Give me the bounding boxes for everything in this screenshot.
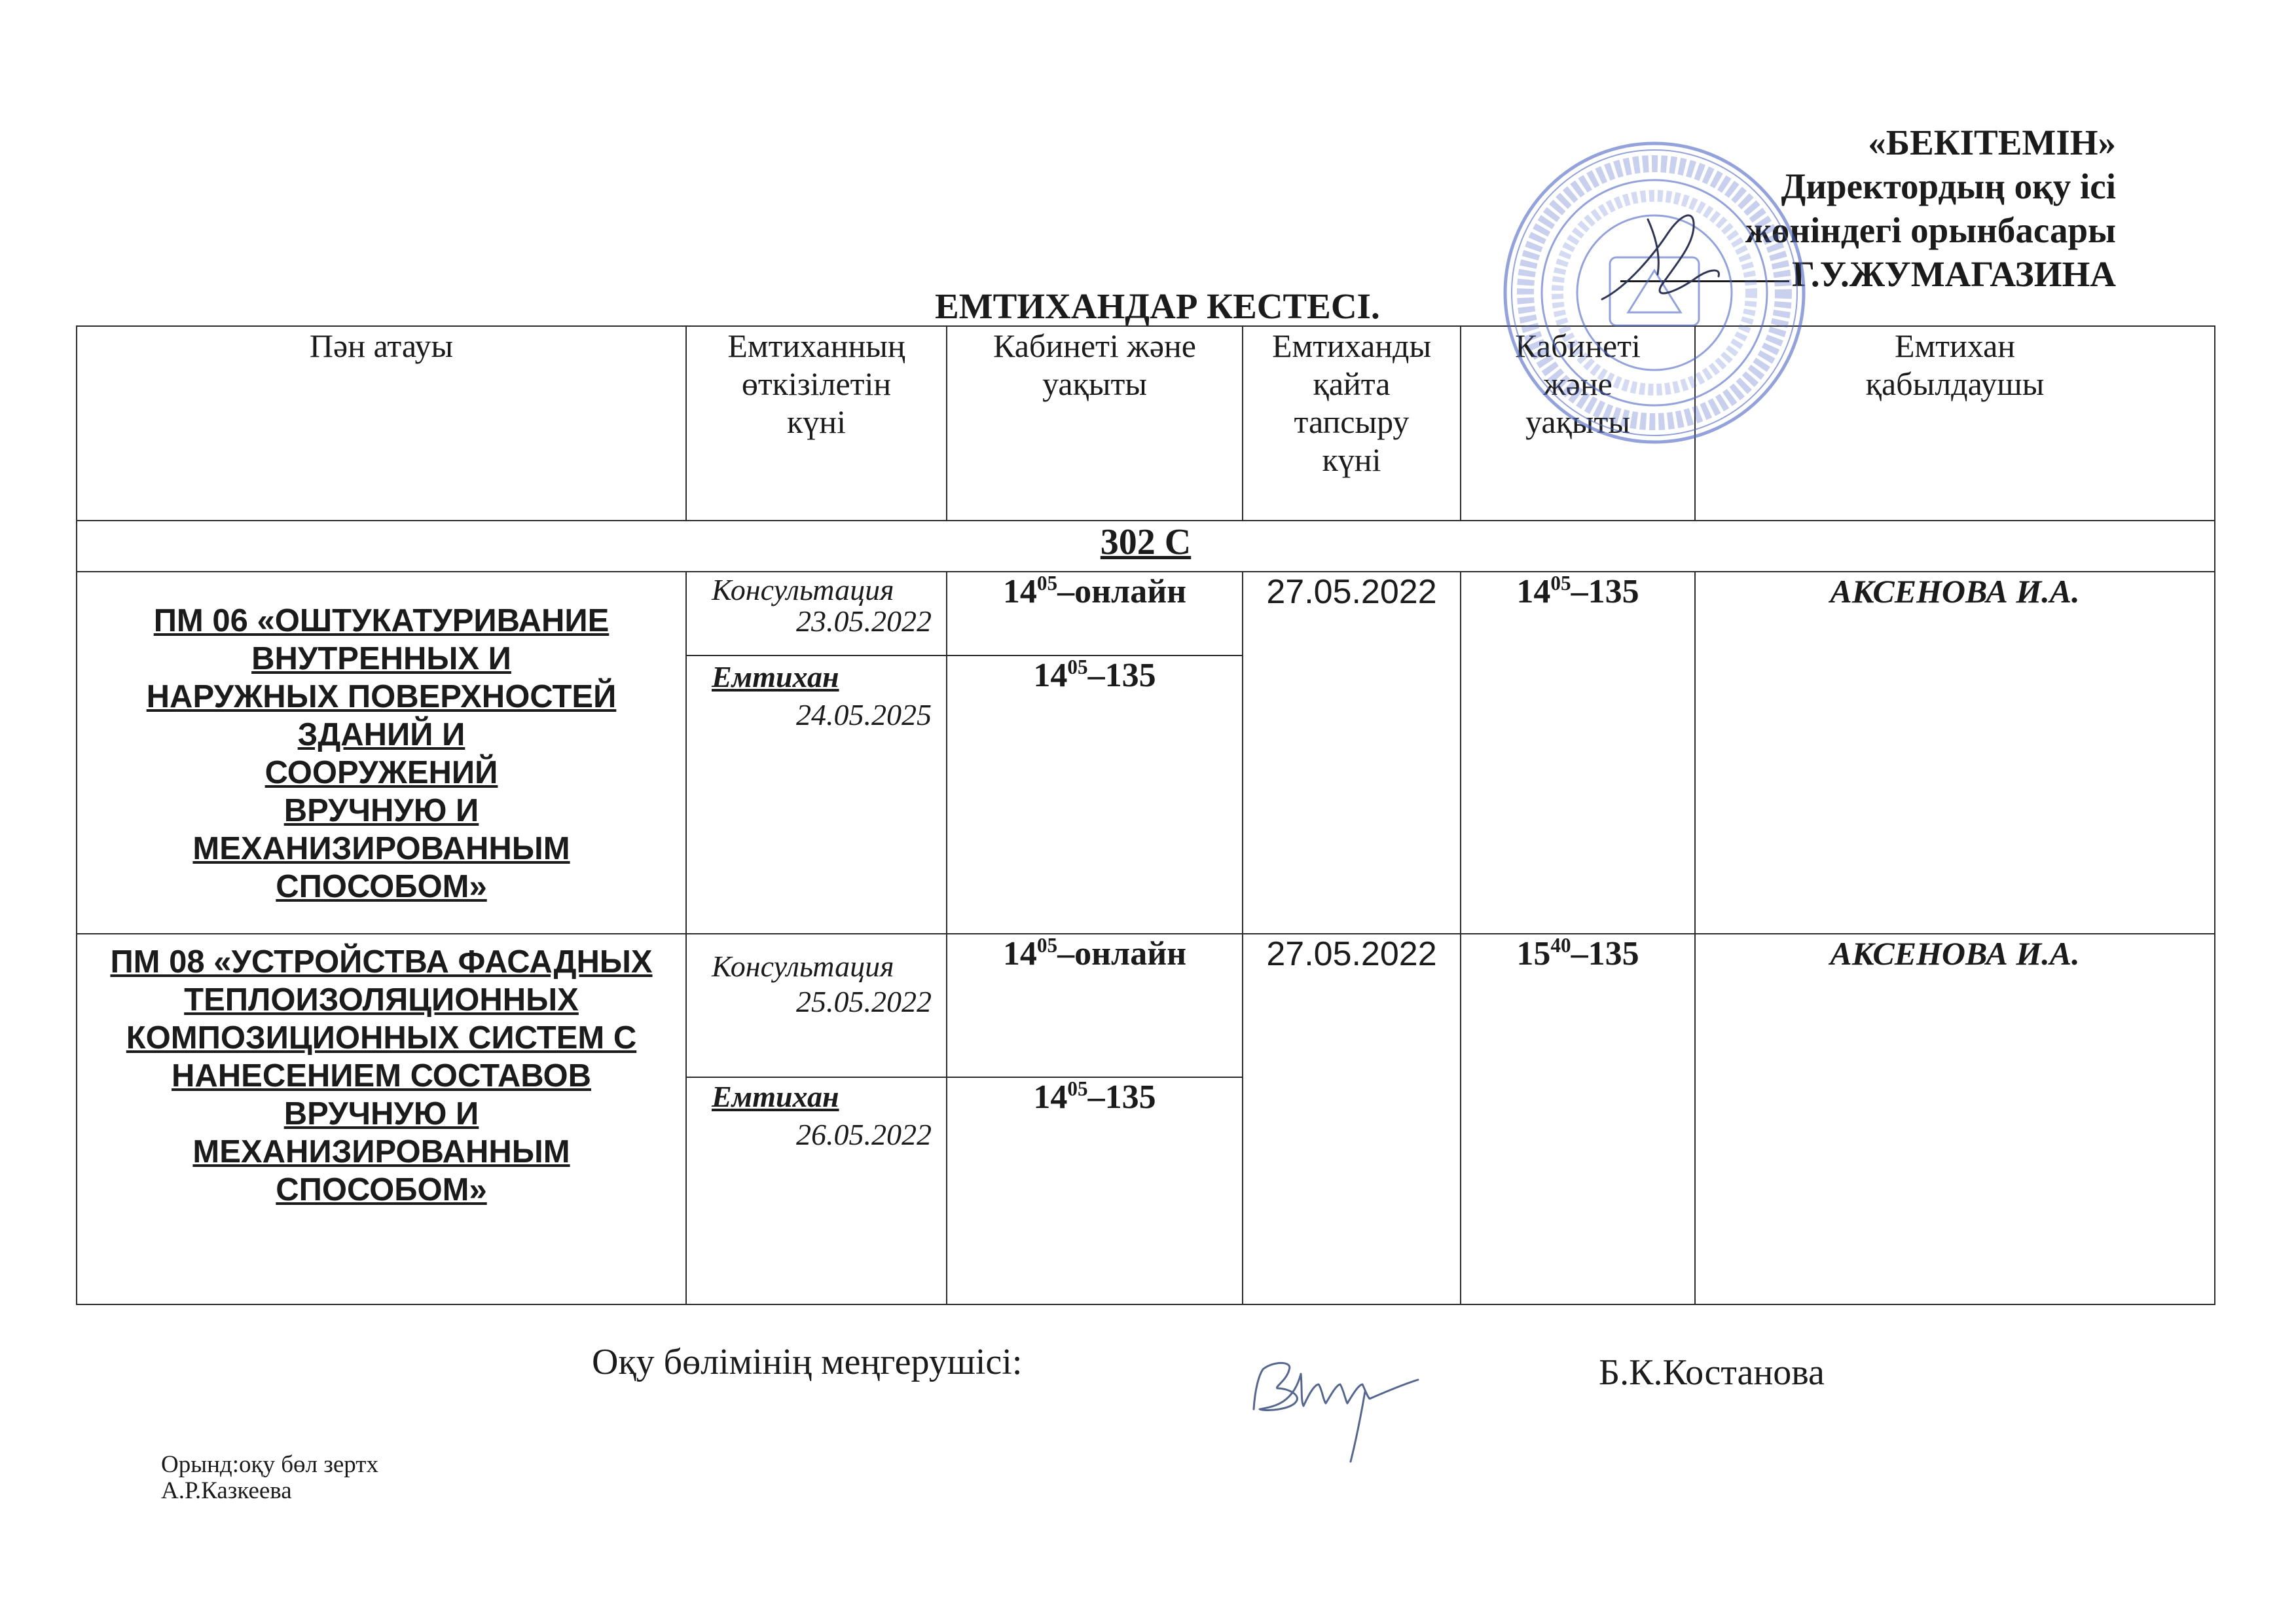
examiner-name: АКСЕНОВА И.А.: [1695, 572, 2215, 934]
time-minutes: 05: [1036, 933, 1058, 957]
retake-date: 27.05.2022: [1243, 934, 1461, 1304]
exam-date: 26.05.2022: [796, 1118, 932, 1151]
header-retake-room-time: Кабинеті және уақыты: [1461, 326, 1695, 521]
exam-cell: [686, 1077, 947, 1304]
time-hour: 14: [1033, 657, 1068, 694]
time-minutes: 05: [1036, 571, 1058, 595]
consultation-time: [947, 572, 1243, 655]
time-hour: 14: [1033, 1079, 1068, 1116]
exam-time: [947, 1077, 1243, 1304]
examiner-name: АКСЕНОВА И.А.: [1695, 934, 2215, 1304]
signature-stroke: [1254, 1363, 1418, 1462]
consultation-date: 25.05.2022: [796, 985, 932, 1018]
table-row: [77, 572, 2215, 655]
time-minutes: 05: [1550, 571, 1571, 595]
group-row: [77, 521, 2215, 572]
time-place: –135: [1571, 935, 1639, 972]
subject-name: ПМ 08 «УСТРОЙСТВА ФАСАДНЫХ ТЕПЛОИЗОЛЯЦИОННЫХ КОМПОЗИЦИОННЫХ СИСТЕМ С НАНЕСЕНИЕМ СОСТАВОВ ВРУЧНУЮ И МЕХАНИЗИРОВАННЫМ СПОСОБОМ»: [77, 934, 686, 1304]
stamp-rings: [1505, 143, 1804, 442]
consultation-label: Консультация: [712, 950, 894, 983]
department-head-title: Оқу бөлімінің меңгерушісі:: [592, 1342, 1023, 1382]
department-head-name: Б.К.Костанова: [1599, 1352, 1825, 1393]
exam-schedule-table: [76, 325, 2215, 1305]
time-minutes: 40: [1550, 933, 1571, 957]
executor-name: А.Р.Казкеева: [161, 1477, 292, 1504]
official-stamp: [1497, 136, 1812, 450]
department-head-signature: [1241, 1349, 1437, 1473]
stamp-inner-lettering-band: [1558, 196, 1751, 390]
header-subject: Пән атауы: [77, 326, 686, 521]
time-hour: 14: [1002, 573, 1037, 610]
consultation-date: 23.05.2022: [796, 604, 932, 638]
time-hour: 14: [1516, 573, 1551, 610]
subject-name: ПМ 06 «ОШТУКАТУРИВАНИЕ ВНУТРЕННЫХ И НАРУЖНЫХ ПОВЕРХНОСТЕЙ ЗДАНИЙ И СООРУЖЕНИЙ ВРУЧНУЮ И МЕХАНИЗИРОВАННЫМ СПОСОБОМ»: [77, 572, 686, 934]
retake-time: [1461, 572, 1695, 934]
exam-label: Емтихан: [712, 1080, 839, 1113]
time-minutes: 05: [1067, 1077, 1088, 1100]
approval-title: «БЕКІТЕМІН»: [1868, 122, 2116, 162]
consultation-cell: [686, 572, 947, 655]
approver-name: Г.У.ЖУМАГАЗИНА: [1792, 254, 2116, 294]
approval-position-line1: Директордың оқу ісі: [1781, 166, 2116, 206]
header-row: [77, 326, 2215, 521]
approval-position-line2: жөніндегі орынбасары: [1745, 210, 2116, 250]
retake-date: 27.05.2022: [1243, 572, 1461, 934]
executor-position: Орынд:оқу бөл зертх: [161, 1451, 378, 1478]
table-row: [77, 934, 2215, 1077]
header-retake-date: Емтиханды қайта тапсыру күні: [1243, 326, 1461, 521]
group-label: 302 С: [77, 521, 2215, 572]
time-hour: 15: [1516, 935, 1551, 972]
stamp-lettering-band: [1525, 164, 1783, 422]
time-place: –135: [1087, 657, 1156, 694]
exam-time: [947, 655, 1243, 934]
stamp-center-box: [1610, 257, 1699, 325]
exam-cell: [686, 655, 947, 934]
header-exam-date: Емтиханның өткізілетін күні: [686, 326, 947, 521]
time-hour: 14: [1002, 935, 1037, 972]
header-room-time: Кабинеті және уақыты: [947, 326, 1243, 521]
exam-date: 24.05.2025: [796, 698, 932, 731]
retake-time: [1461, 934, 1695, 1304]
header-examiner: Емтихан қабылдаушы: [1695, 326, 2215, 521]
time-place: –135: [1571, 573, 1639, 610]
stamp-inner-ring: [1542, 180, 1767, 405]
time-place: –135: [1087, 1079, 1156, 1116]
stamp-outer-ring: [1505, 143, 1804, 442]
exam-label: Емтихан: [712, 660, 839, 693]
consultation-cell: [686, 934, 947, 1077]
time-minutes: 05: [1067, 655, 1088, 678]
time-place: –онлайн: [1057, 573, 1187, 610]
consultation-time: [947, 934, 1243, 1077]
consultation-label: Консультация: [712, 573, 894, 606]
time-place: –онлайн: [1057, 935, 1187, 972]
document-title: ЕМТИХАНДАР КЕСТЕСІ.: [935, 286, 1380, 326]
executor-block: [161, 1452, 378, 1504]
